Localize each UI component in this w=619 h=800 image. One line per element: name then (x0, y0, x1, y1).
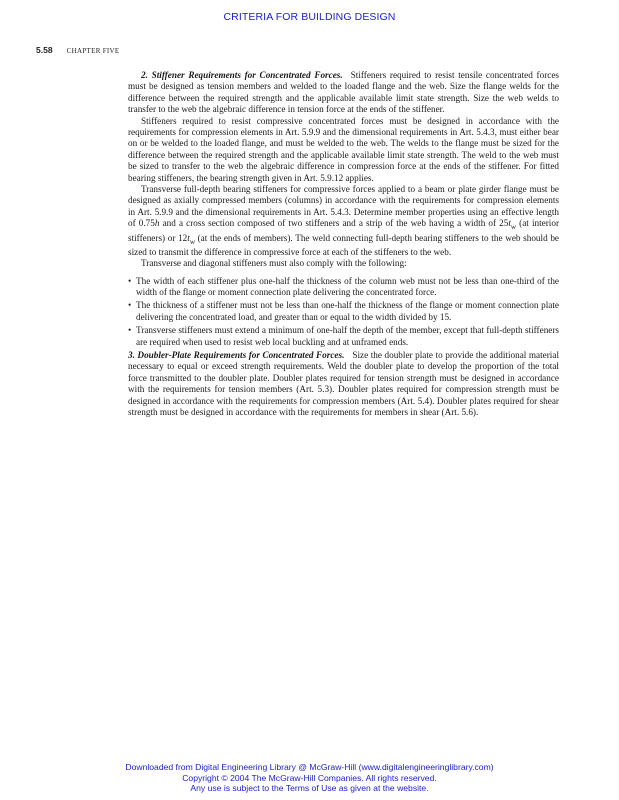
p3-sub-w2: w (189, 236, 195, 246)
list-item (128, 325, 559, 348)
p3-text-a: Transverse full-depth bearing stiffeners for compressive forces applied to a beam or plate girder flange must be designed as axially compressed members (columns) in accordance with the requirements for compression elements in Art. 5.9.9 and the dimensional requirements in Art. 5.4.3. Determine member properties using an effective length of 0.75 (128, 184, 559, 229)
section-2-paragraph-1 (128, 70, 559, 116)
p3-var-t1: t (508, 218, 511, 229)
p3-var-t2: t (187, 232, 190, 243)
footer-copyright: Copyright © 2004 The McGraw-Hill Companies. All rights reserved. (182, 772, 437, 783)
section-2-p1-text: Stiffeners required to resist tensile concentrated forces must be designed as tension members and welded to the loaded flange and the web. Size the flange welds for the difference between the required strength and the applicable available limit state strength. Size the web welds to transfer to the web the algebraic difference in tension force at the ends of the stiffener. (128, 70, 559, 115)
page-banner: CRITERIA FOR BUILDING DESIGN (223, 11, 396, 23)
bullet-text: Transverse stiffeners must extend a minimum of one-half the depth of the member, except that full-depth stiffeners are required when used to resist web local buckling and at unframed ends. (136, 325, 559, 347)
p3-text-c: (at interior stiffeners) or 12 (128, 218, 559, 243)
footer-terms: Any use is subject to the Terms of Use as given at the website. (190, 783, 429, 794)
list-item (128, 300, 559, 323)
chapter-title: CHAPTER FIVE (66, 47, 120, 55)
footer (0, 762, 619, 794)
stiffener-bullet-list (128, 276, 559, 348)
section-2-paragraph-3 (128, 184, 559, 258)
section-2-paragraph-4: Transverse and diagonal stiffeners must also comply with the following: (141, 258, 407, 269)
section-2-heading: 2. Stiffener Requirements for Concentrated Forces. (141, 70, 343, 80)
section-3-p1-text: Size the doubler plate to provide the additional material necessary to equal or exceed strength requirements. Weld the doubler plate to develop the proportion of the total force transmitted to the doubler plate. Doubler plates required for tension strength must be designed in accordance with the requirements for tension members (Art. 5.3). Doubler plates required for compression strength must be designed in accordance with the requirements for compression members (Art. 5.4). Doubler plates required for shear strength must be designed in accordance with the requirements for members in shear (Art. 5.6). (128, 350, 559, 418)
page-number: 5.58 (36, 45, 53, 55)
section-2-paragraph-2: Stiffeners required to resist compressive concentrated forces must be designed in accordance with the requirements for compression elements in Art. 5.9.9 and the dimensional requirements in Art. 5.4.3, must either bear on or be welded to the loaded flange, and must be welded to the web. The welds to the flange must be sized for the difference between the required strength and the applicable available limit state strength. The weld to the web must be sized to transfer to the web the algebraic difference in compression force at the ends of the stiffener. For fitted bearing stiffeners, the bearing strength given in Art. 5.9.12 applies. (128, 115, 559, 183)
list-item (128, 276, 559, 299)
body-text (128, 70, 559, 418)
bullet-text: The thickness of a stiffener must not be less than one-half the thickness of the flange or moment connection plate delivering the concentrated load, and greater than or equal to the width divided by 15. (136, 300, 559, 322)
p3-text-b: and a cross section composed of two stiffeners and a strip of the web having a width of 25 (159, 218, 509, 229)
p3-var-h: h (154, 218, 160, 229)
section-3-paragraph (128, 350, 559, 418)
bullet-icon: • (128, 300, 132, 311)
section-3-heading: 3. Doubler-Plate Requirements for Concentrated Forces. (128, 350, 345, 360)
p3-sub-w1: w (510, 222, 517, 232)
footer-download-link[interactable]: Downloaded from Digital Engineering Library @ McGraw-Hill (www.digitalengineeringlibrary.com) (125, 762, 494, 772)
p3-text-d: (at the ends of members). The weld connecting full-depth bearing stiffeners to the web should be sized to transmit the difference in compressive force at each of the stiffeners to the web. (128, 232, 560, 257)
running-head (36, 45, 119, 55)
bullet-icon: • (128, 275, 132, 286)
bullet-icon: • (128, 325, 132, 336)
bullet-text: The width of each stiffener plus one-half the thickness of the column web must not be less than one-third of the width of the flange or moment connection plate delivering the concentrated force. (136, 275, 559, 297)
